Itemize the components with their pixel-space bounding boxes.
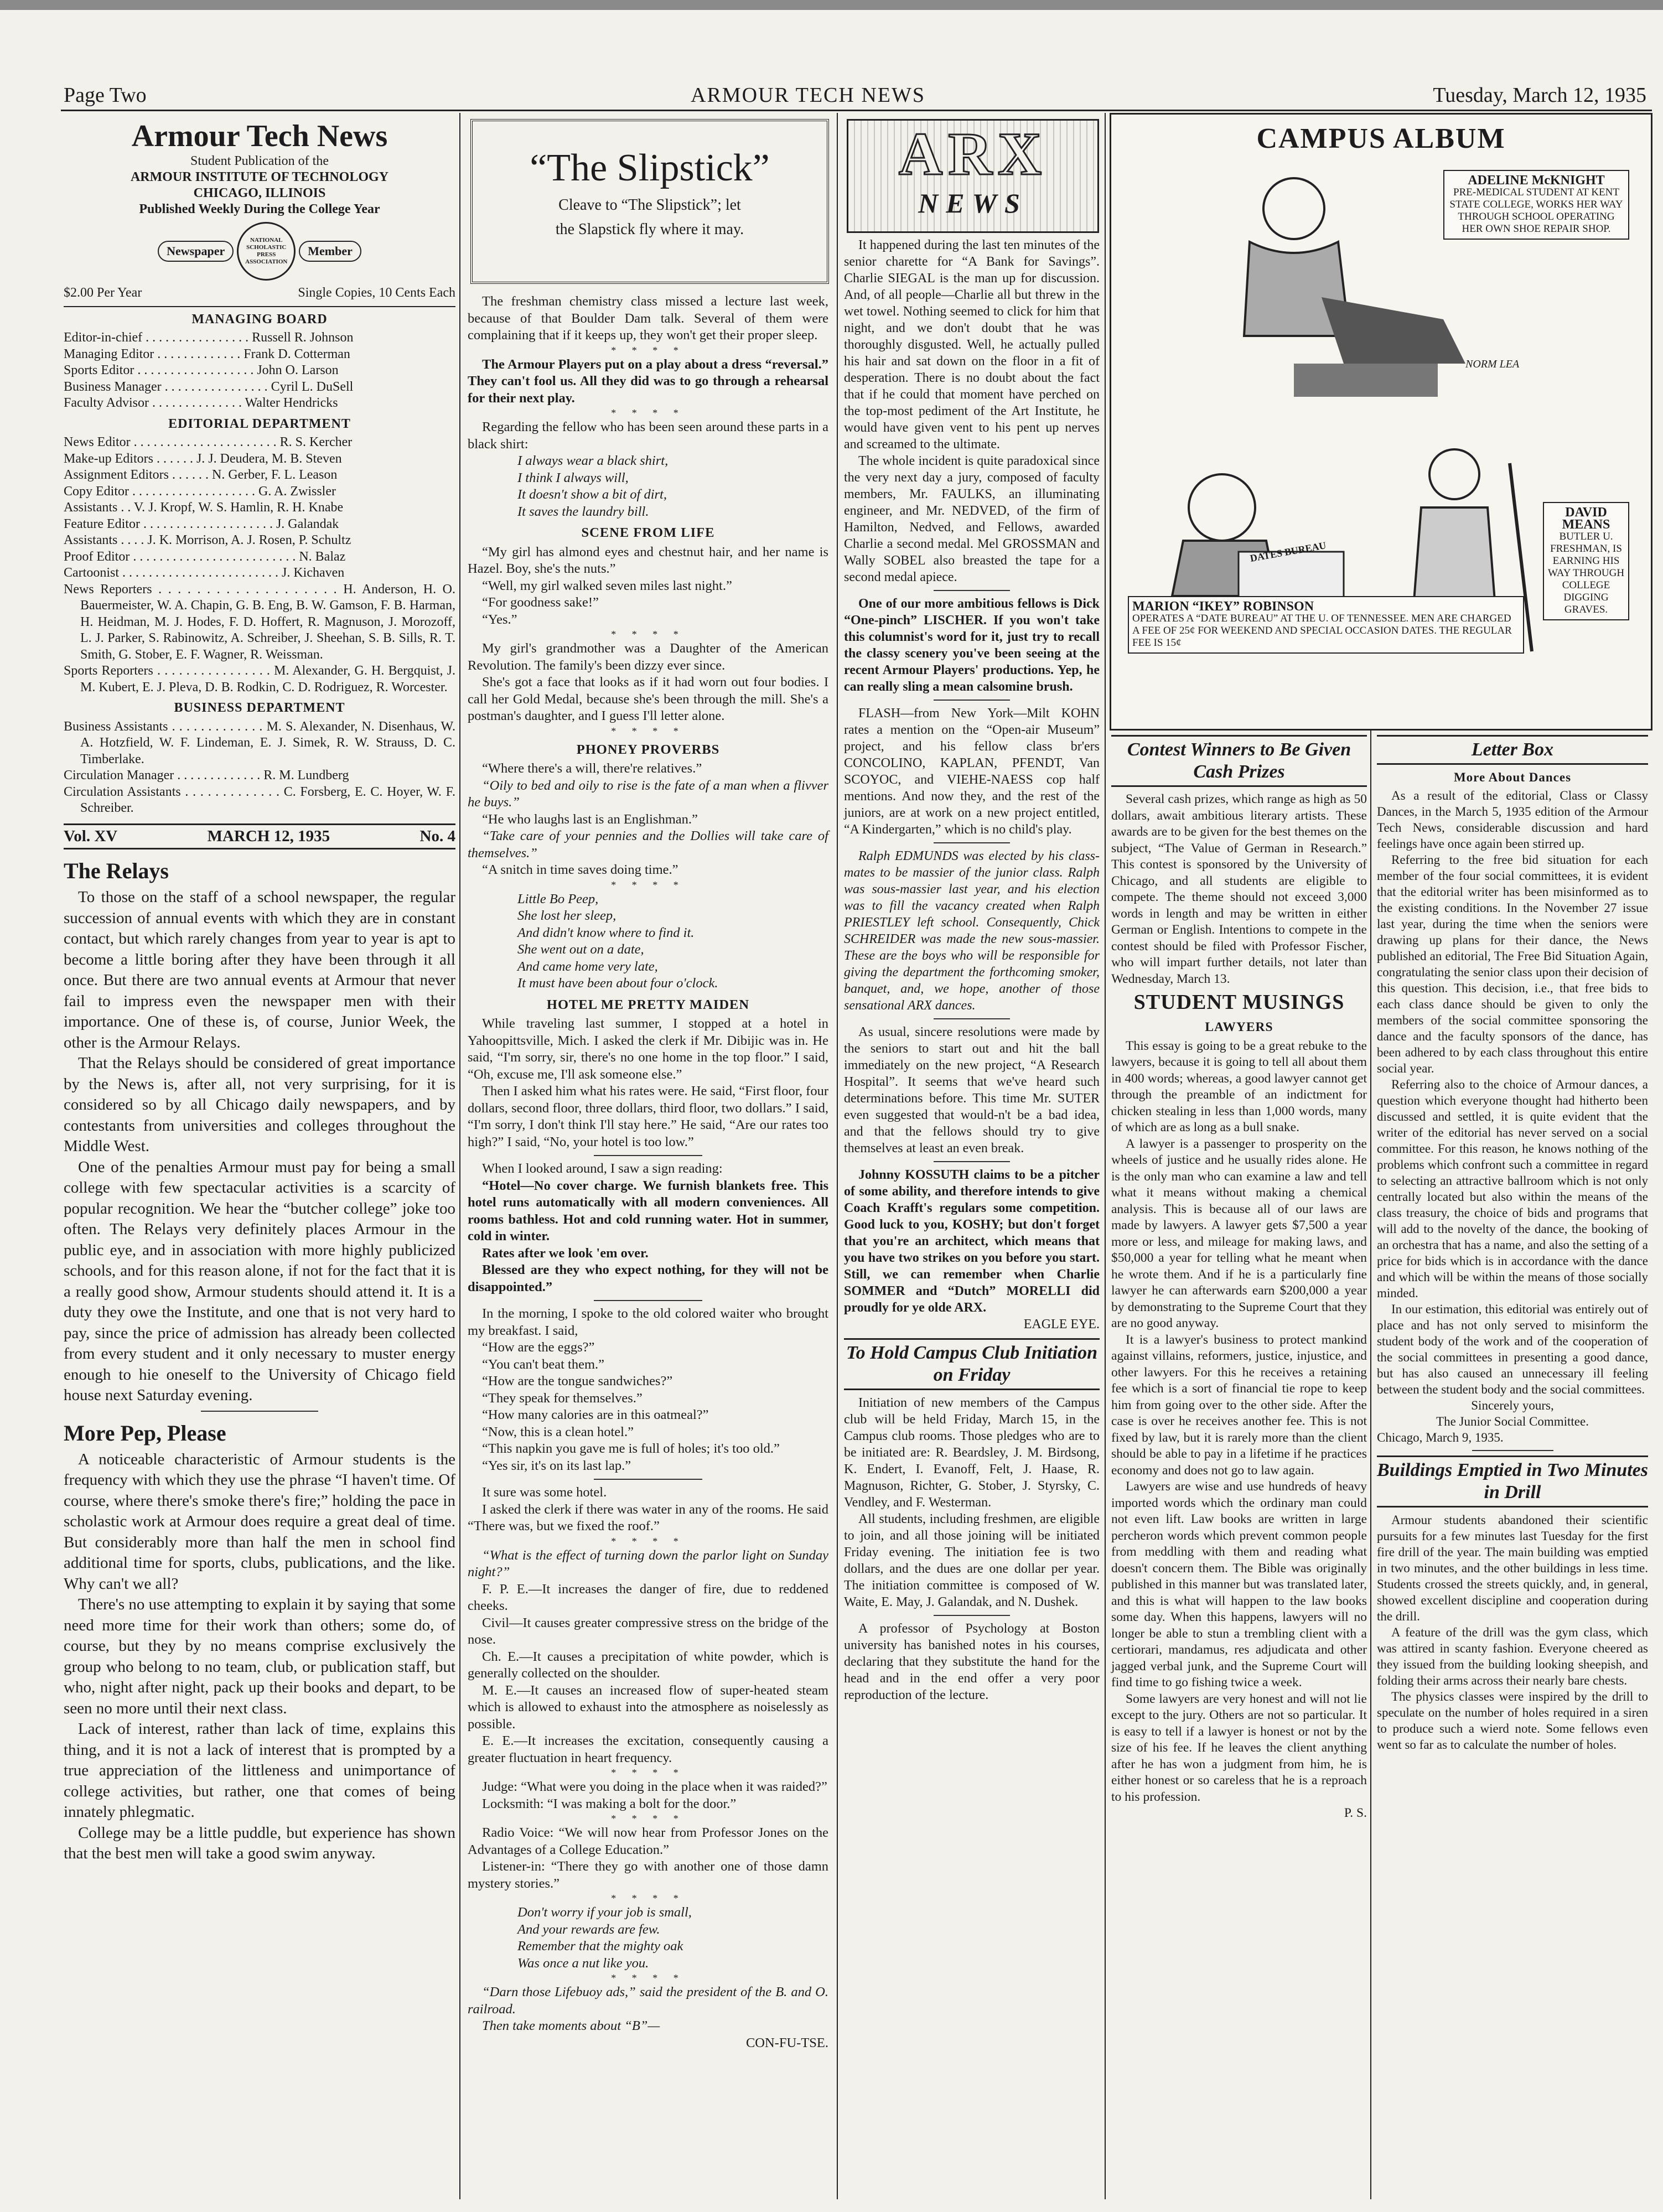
paragraph: “Yes sir, it's on its last lap.” <box>482 1458 631 1473</box>
arx-logo-subtext: NEWS <box>918 188 1028 219</box>
paragraph: Sincerely yours, <box>1471 1398 1554 1412</box>
paragraph: And didn't know where to find it. <box>517 925 695 940</box>
separator: * * * * <box>611 629 685 640</box>
paragraph: A noticeable characteristic of Armour students is the frequency with which they use the phrase “I haven't time. Of course, where there's smoke there's fire;” holding the pace in scholastic work at Armour does require a great deal of time. But considerably more than half the men in school find additional time for sports, clubs, publications, and the like. Why can't we all? <box>64 1450 455 1593</box>
article-headline: Letter Box <box>1377 735 1648 765</box>
column-rule <box>1370 731 1371 2199</box>
paragraph: It is a lawyer's business to protect mankind against villains, reformers, justice, injustice, and other lawyers. For this he receives a retaining fee which is a sort of financial tie rope to keep him from going over to the other side. After the case is over he receives another fee. This is not fixed by law, but it is rarely more than the client should be able to pay in a lifetime if he practices economy and does not go to law again. <box>1111 1332 1367 1478</box>
paragraph: Referring to the free bid situation for each member of the four social committees, it is evident that the editorial writer has been misinformed as to the existing conditions. In the November 27 issue last year, during the time when the seniors were drawing up plans for their dance, the News published an editorial, The Free Bid Situation Again, congratulating the senior class upon their decision of this question. This decision, i.e., that free bids to each class dance should be given to only the members of the social committee sponsoring the dance and the faculty sponsors of the dance, has been adhered to by each class throughout this entire social year. <box>1377 853 1648 1075</box>
column-5-content <box>1377 735 1648 1753</box>
slipstick-motto: the Slapstick fly where it may. <box>555 221 744 238</box>
byline: EAGLE EYE. <box>1023 1317 1100 1332</box>
separator: * * * * <box>611 725 685 737</box>
paragraph: Some lawyers are very honest and will not lie except to the jury. Others are not so particular. It is easy to tell if a lawyer is honest or not by the size of his fee. If he leaves the client anything after he has won a judgment from him, he is either honest or so careless that he is a reproach to his profession. <box>1111 1691 1367 1804</box>
staff-entry: Sports Reporters . . . . . . . . . . . . . . . . M. Alexander, G. H. Bergquist, J. M. Kubert, E. J. Pleva, D. B. Rodkin, C. D. Rodriguez, R. Worcester. <box>64 664 455 695</box>
paragraph: To those on the staff of a school newspaper, the regular succession of annual events with which they are in constant contact, but which rarely changes from year to year is apt to become a little boring after they have been through it all once. But there are two annual events at Armour that never fail to impress even the newspaper men with their importance. One of these is, of course, Junior Week, the other is the Armour Relays. <box>64 888 455 1051</box>
byline: P. S. <box>1344 1806 1367 1820</box>
campus-club-article <box>844 1338 1100 1703</box>
separator: * * * * <box>611 879 685 890</box>
paragraph: A lawyer is a passenger to prosperity on the wheels of justice and he usually rides alone. He is the only man who can examine a law and tell what it means without making a chemical analysis. This is because all of our laws are made by lawyers. A lawyer gets $7,500 a year more or less, and mileage for making laws, and $50,000 a year for telling what he meant when he wrote them. And if he is a particularly fine lawyer he can afterwards earn $200,000 a year by demonstrating to the Supreme Court that they are no good anyway. <box>1111 1136 1367 1330</box>
price-line <box>64 285 455 307</box>
seal-icon: NATIONAL SCHOLASTIC PRESS ASSOCIATION <box>237 222 296 281</box>
paragraph: “Well, my girl walked seven miles last night.” <box>482 578 732 593</box>
divider <box>594 1300 702 1301</box>
paragraph: There's no use attempting to explain it by saying that some need more time for their work than others; some do, of course, but they by no means comprise exclusively the group who belong to no team, club, or publication staff, but who, night after night, pack up their books and depart, to be seen no more until their next class. <box>64 1595 455 1717</box>
paragraph: Armour students abandoned their scientific pursuits for a few minutes last Tuesday for the first fire drill of the year. The main building was emptied in two minutes, and the other buildings in less time. Students crossed the streets quickly, and, in general, showed excellent discipline and cooperation during the drill. <box>1377 1513 1648 1623</box>
paragraph: Lack of interest, rather than lack of time, explains this thing, and it is not a lack of interest that is prompted by a true appreciation of the littleness and unimportance of college activities, but rather, one that comes of being innately phlegmatic. <box>64 1720 455 1821</box>
section-heading: PHONEY PROVERBS <box>576 742 720 757</box>
article-headline: The Relays <box>64 858 169 883</box>
paragraph: M. E.—It causes an increased flow of super-heated steam which is allowed to exhaust into the atmosphere as noiselessly as possible. <box>468 1682 828 1732</box>
separator: * * * * <box>611 1893 685 1904</box>
staff-entry: Editor-in-chief . . . . . . . . . . . . . . . . Russell R. Johnson <box>64 330 354 345</box>
article-headline: To Hold Campus Club Initiation on Friday <box>844 1338 1100 1390</box>
separator: * * * * <box>611 1535 685 1547</box>
paragraph: In the morning, I spoke to the old colored waiter who brought my breakfast. I said, <box>468 1306 828 1338</box>
paragraph: “Hotel—No cover charge. We furnish blankets free. This hotel runs automatically with all modern conveniences. All rooms bathless. Hot and cold running water. Hot in summer, cold in winter. <box>468 1178 828 1244</box>
paragraph: “How many calories are in this oatmeal?” <box>482 1407 709 1422</box>
paragraph: “This napkin you gave me is full of holes; it's too old.” <box>482 1441 780 1456</box>
section-heading: LAWYERS <box>1205 1020 1273 1034</box>
divider <box>934 842 1011 843</box>
staff-entry: Circulation Manager . . . . . . . . . . . . . R. M. Lundberg <box>64 768 349 783</box>
caption-adeline-mcknight <box>1443 170 1629 240</box>
paragraph: I always wear a black shirt, <box>517 453 669 468</box>
paragraph: She went out on a date, <box>517 942 644 957</box>
staff-entry: Assistants . . V. J. Kropf, W. S. Hamlin, R. H. Knabe <box>64 500 344 515</box>
paragraph: Ralph EDMUNDS was elected by his class-mates to be massier of the junior class. Ralph was sous-massier last year, and his election was to fill the vacancy created when Ralph PRIESTLEY left school. Consequently, Chick SCHREIDER was made the new sous-massier. These are the boys who will be responsible for giving the department the forthcoming smoker, banquet, and, we hope, another of those sensational ARX dances. <box>844 849 1100 1013</box>
paragraph: Listener-in: “There they go with another one of those damn mystery stories.” <box>468 1859 828 1891</box>
staff-entry: Proof Editor . . . . . . . . . . . . . . . . . . . . . . . . . N. Balaz <box>64 549 346 564</box>
caption-david-means <box>1543 502 1629 620</box>
scan-edge <box>0 0 1663 10</box>
paragraph: Several cash prizes, which range as high as 50 dollars, await ambitious literary artists. These awards are to be given for the best themes on the subject, “The Value of German in Research.” This contest is sponsored by the University of Chicago, and all students are eligible to compete. The theme should not exceed 3,000 words in length and may be written in either German or English. Intentions to compete in the contest should be filed with Professor Fischer, who will impart further details, not later than Wednesday, March 13. <box>1111 792 1367 986</box>
city: CHICAGO, ILLINOIS <box>193 186 326 200</box>
arx-column <box>844 237 1100 1333</box>
separator: * * * * <box>611 344 685 356</box>
campus-album <box>1110 113 1652 731</box>
paragraph: The freshman chemistry class missed a lecture last week, because of that Boulder Dam talk. Several of them were complaining that if it keeps up, they won't get their proper sleep. <box>468 294 828 343</box>
column-5 <box>1377 732 1648 1753</box>
column-1 <box>64 119 455 1864</box>
divider <box>934 1161 1011 1162</box>
staff-entry: Feature Editor . . . . . . . . . . . . . . . . . . . . J. Galandak <box>64 516 339 531</box>
paragraph: It must have been about four o'clock. <box>517 976 718 991</box>
caption-marion-robinson <box>1128 596 1524 654</box>
section-heading: BUSINESS DEPARTMENT <box>174 701 345 715</box>
paragraph: “Now, this is a clean hotel.” <box>482 1424 634 1439</box>
paragraph: “A snitch in time saves doing time.” <box>482 862 678 877</box>
paragraph: The whole incident is quite paradoxical since the very next day a jury, composed of faculty members, Mr. FAULKS, an illuminating engineer, and Mr. NEDVED, of the firm of Hamilton, Nedved, and Fellows, awarded Charlie a second medal. Mel GROSSMAN and Wally SOBEL also breasted the tape for a second medal apiece. <box>844 454 1100 584</box>
paragraph: A feature of the drill was the gym class, which was attired in scanty fashion. Everyone cheered as they issued from the building looking sheepish, and folding their arms across their nearly bare chests. <box>1377 1625 1648 1687</box>
paragraph: One of our more ambitious fellows is Dick “One-pinch” LISCHER. If you won't take this columnist's word for it, just try to recall the classy scenery you've been seeing at the recent Armour Players' productions. Yep, he can really sling a mean calsomine brush. <box>844 597 1100 694</box>
paragraph: Remember that the mighty oak <box>517 1939 683 1954</box>
divider <box>201 1411 318 1412</box>
divider <box>934 590 1011 591</box>
issue-date: Tuesday, March 12, 1935 <box>1433 84 1646 107</box>
dates-bureau-sign: DATES BUREAU <box>1249 540 1327 564</box>
paragraph: “They speak for themselves.” <box>482 1390 643 1406</box>
page-number: Page Two <box>64 84 147 107</box>
artist-signature: NORM LEA <box>1465 358 1520 370</box>
staff-entry: Managing Editor . . . . . . . . . . . . . Frank D. Cotterman <box>64 346 350 361</box>
staff-entry: Business Manager . . . . . . . . . . . . . . . . Cyril L. DuSell <box>64 379 354 394</box>
paragraph: “Oily to bed and oily to rise is the fate of a man when a flivver he buys.” <box>468 778 828 810</box>
issue-number: No. 4 <box>419 827 455 845</box>
divider <box>1472 1450 1553 1451</box>
paragraph: Locksmith: “I was making a bolt for the door.” <box>482 1796 737 1811</box>
paragraph: I think I always will, <box>517 470 629 485</box>
caption-text: BUTLER U. FRESHMAN, IS EARNING HIS WAY THROUGH COLLEGE DIGGING GRAVES. <box>1547 531 1625 615</box>
paragraph: “My girl has almond eyes and chestnut hair, and her name is Hazel. Boy, she's the nuts.” <box>468 544 828 576</box>
divider <box>934 1615 1011 1616</box>
paragraph: Ch. E.—It causes a precipitation of white powder, which is generally collected on the shoulder. <box>468 1649 828 1681</box>
badge-left: Newspaper <box>158 241 234 262</box>
paragraph: That the Relays should be considered of great importance by the News is, after all, not very surprising, for it is considered so by all Chicago daily newspapers, and by contestants from universities and colleges throughout the Middle West. <box>64 1054 455 1155</box>
column-4 <box>1111 732 1367 1822</box>
paragraph: Initiation of new members of the Campus club will be held Friday, March 15, in the Campus club rooms. Those pledges who are to be initiated are: R. Beardsley, J. M. Birdsong, K. Endert, I. Evanoff, Felt, J. Haase, R. Magnuson, Richter, G. Stober, J. Styrsky, C. Vendley, and F. Westerman. <box>844 1396 1100 1510</box>
paragraph: Referring also to the choice of Armour dances, a question which everyone thought had hitherto been discussed and settled, it is quite evident that the writer of the editorial has never served on a social committee. For this reason, he knows nothing of the problems which confront such a committee in regard to selecting an attractive ballroom which is not only centrally located but also within the means of the class treasury, the choice of bids and programs that will add to the novelty of the dance, the booking of an orchestra that has a name, and also the setting of a price for bids which is in accordance with the dance and which will be within the means of those socially minded. <box>1377 1077 1648 1300</box>
slipstick-header-box <box>470 119 829 284</box>
paragraph: It saves the laundry bill. <box>517 504 649 519</box>
section-heading: HOTEL ME PRETTY MAIDEN <box>546 997 750 1012</box>
paragraph: Lawyers are wise and use hundreds of heavy imported words which the ordinary man could not even lift. Law books are written in large percheron words which prevent common people from meddling with them and reading what doesn't concern them. The Bible was originally published in this manner but was translated later, and this is what will happen to the law books some day. When this happens, lawyers will no longer be able to stun a trembling client with a certiorari, mandamus, res adjudicata and other jagged verbal junk, and the Supreme Court will find time to go fishing twice a week. <box>1111 1479 1367 1690</box>
divider <box>594 1479 702 1480</box>
separator: * * * * <box>611 1767 685 1778</box>
paragraph: “For goodness sake!” <box>482 595 599 610</box>
article-headline: More Pep, Please <box>64 1420 226 1446</box>
staff-entry: Assignment Editors . . . . . . N. Gerber, F. L. Leason <box>64 468 338 482</box>
paragraph: “How are the tongue sandwiches?” <box>482 1374 673 1389</box>
paragraph: The Armour Players put on a play about a dress “reversal.” They can't fool us. All they did was to go through a rehearsal for their next play. <box>468 356 828 406</box>
slipstick-column <box>468 293 828 2052</box>
paragraph: E. E.—It increases the excitation, consequently causing a greater fluctuation in heart frequency. <box>468 1733 828 1765</box>
paragraph: “He who laughs last is an Englishman.” <box>482 811 698 827</box>
staff-entry: Copy Editor . . . . . . . . . . . . . . . . . . . G. A. Zwissler <box>64 484 336 499</box>
paragraph: “How are the eggs?” <box>482 1340 595 1355</box>
paragraph: She lost her sleep, <box>517 908 616 923</box>
paragraph: Rates after we look 'em over. <box>482 1245 649 1261</box>
staff-entry: Cartoonist . . . . . . . . . . . . . . . . . . . . . . . . J. Kichaven <box>64 566 345 580</box>
masthead-title: Armour Tech News <box>131 119 388 153</box>
separator: * * * * <box>611 1813 685 1824</box>
newspaper-title: ARMOUR TECH NEWS <box>691 84 925 107</box>
masthead-subtitle: Student Publication of the <box>190 154 329 168</box>
caption-name: MARION “IKEY” ROBINSON <box>1132 599 1314 614</box>
paragraph: Then I asked him what his rates were. He said, “First floor, four dollars, second floor, three dollars, third floor, two dollars.” I said, “I'm sorry, I don't think I'll stay here.” He said, “Are our rates too high?” I said, “No, your hotel is too low.” <box>468 1084 828 1149</box>
caption-text: PRE-MEDICAL STUDENT AT KENT STATE COLLEGE, WORKS HER WAY THROUGH SCHOOL OPERATING HER OWN SHOE REPAIR SHOP. <box>1449 187 1623 235</box>
paragraph: Don't worry if your job is small, <box>517 1905 692 1920</box>
section-banner: STUDENT MUSINGS <box>1133 991 1345 1014</box>
publication-schedule: Published Weekly During the College Year <box>139 202 380 216</box>
volume: Vol. XV <box>64 827 118 845</box>
arx-news-logo <box>847 119 1099 233</box>
press-association-badge <box>64 222 455 281</box>
arx-logo-text: ARX <box>898 120 1048 188</box>
divider <box>594 1155 702 1156</box>
paragraph: Radio Voice: “We will now hear from Professor Jones on the Advantages of a College Education.” <box>468 1825 828 1857</box>
separator: * * * * <box>611 1972 685 1983</box>
staff-entry: Make-up Editors . . . . . . J. J. Deudera, M. B. Steven <box>64 451 342 466</box>
single-price: Single Copies, 10 Cents Each <box>298 286 455 300</box>
paragraph: She's got a face that looks as if it had worn out four bodies. I call her Gold Medal, because she's been through the mill. She's a postman's daughter, and I guess I'll letter alone. <box>468 675 828 723</box>
column-rule <box>837 113 838 2199</box>
staff-entry: Faculty Advisor . . . . . . . . . . . . . . Walter Hendricks <box>64 396 338 410</box>
paragraph: A professor of Psychology at Boston university has banished notes in his courses, declaring that they substitute the hand for the head and in the end offer a very poor reproduction of the lecture. <box>844 1622 1100 1702</box>
paragraph: “Where there's a will, there're relatives.” <box>482 761 702 776</box>
divider <box>934 700 1011 701</box>
paragraph: Civil—It causes greater compressive stress on the bridge of the nose. <box>468 1615 828 1647</box>
campus-album-title: CAMPUS ALBUM <box>1256 123 1506 154</box>
yearly-price: $2.00 Per Year <box>64 286 142 300</box>
paragraph: FLASH—from New York—Milt KOHN rates a mention on the “Open-air Museum” project, and his fellow class br'ers CONCOLINO, KAPLAN, PFENDT, Van SCOYOC, and VIEHE-NAESS cop half mentions. And now they, and the rest of the juniors, are at work on a new project entitled, “A Kindergarten,” which is no child's play. <box>844 706 1100 837</box>
paragraph: Little Bo Peep, <box>517 891 599 906</box>
section-heading: MANAGING BOARD <box>191 312 328 327</box>
paragraph: One of the penalties Armour must pay for being a small college with few spectacular activities is a scarcity of popular recognition. We hear the “butcher college” joke too often. The Relays very definitely places Armour in the public eye, and in association with more highly publicized schools, and for this reason alone, if not for the fact that it is a really good show, Armour students should attend it. It is a duty they owe the Institute, and one that is not very hard to pay, since the price of admission has already been collected from every student and it only necessary to muster energy enough to hie oneself to the University of Chicago field house next Saturday evening. <box>64 1158 455 1404</box>
paragraph: As a result of the editorial, Class or Classy Dances, in the March 5, 1935 edition of the Armour Tech News, considerable discussion and hard feelings have once again been stirred up. <box>1377 789 1648 851</box>
caption-name: DAVID MEANS <box>1562 505 1610 532</box>
byline: CON-FU-TSE. <box>745 2035 828 2050</box>
paragraph: Judge: “What were you doing in the place when it was raided?” <box>482 1779 827 1794</box>
paragraph: As usual, sincere resolutions were made by the seniors to start out and hit the ball immediately on the new project, “A Research Hospital”. It seems that we've heard such determinations before. This time Mr. SUTER even suggested that would-n't be a bad idea, and that the fellows should try to give themselves at least an even break. <box>844 1025 1100 1156</box>
staff-entry: News Editor . . . . . . . . . . . . . . . . . . . . . . R. S. Kercher <box>64 435 353 449</box>
separator: * * * * <box>611 407 685 418</box>
slipstick-title: “The Slipstick” <box>530 147 770 189</box>
staff-entry: News Reporters . . . . . . . . . . . . . . . . . . . H. Anderson, H. O. Bauermeister, W. A. Chapin, G. B. Eng, B. W. Gamson, F. B. Harman, H. Heidman, M. J. Hodes, F. D. Hoffert, R. Magnuson, J. Morozoff, L. J. Parker, S. Rabinowitz, A. Schreiber, J. Sheehan, S. B. Sills, R. T. Smith, G. Stober, E. F. Wagner, R. Weissman. <box>64 582 455 662</box>
slipstick-motto: Cleave to “The Slipstick”; let <box>558 196 741 214</box>
volume-date: MARCH 12, 1935 <box>207 827 330 845</box>
paragraph: In our estimation, this editorial was entirely out of place and has not only served to misinform the student body of the work and of the cooperation of the social committees in presenting a good dance, but has also caused an unnecessary ill feeling between the student body and the social committees. <box>1377 1302 1648 1396</box>
paragraph: “Darn those Lifebuoy ads,” said the president of the B. and O. railroad. <box>468 1985 828 2017</box>
paragraph: “Take care of your pennies and the Dollies will take care of themselves.” <box>468 828 828 861</box>
masthead <box>64 119 455 307</box>
staff-box <box>64 312 455 817</box>
paragraph: It doesn't show a bit of dirt, <box>517 487 667 502</box>
institution-name: ARMOUR INSTITUTE OF TECHNOLOGY <box>130 170 389 184</box>
staff-entry: Business Assistants . . . . . . . . . . . . . M. S. Alexander, N. Disenhaus, W. A. Hotzfield, W. F. Lindeman, E. J. Simek, R. W. Strauss, D. C. Timberlake. <box>64 719 455 766</box>
caption-text: OPERATES A “DATE BUREAU” AT THE U. OF TENNESSEE. MEN ARE CHARGED A FEE OF 25¢ FOR WEEKEND AND SPECIAL OCCASION DATES. THE REGULAR FEE IS 15¢ <box>1132 613 1512 649</box>
editorials <box>64 858 455 1864</box>
article-headline: Contest Winners to Be Given Cash Prizes <box>1111 735 1367 787</box>
paragraph: Regarding the fellow who has been seen around these parts in a black shirt: <box>468 419 828 452</box>
paragraph: Was once a nut like you. <box>517 1955 649 1971</box>
section-heading: More About Dances <box>1453 770 1572 784</box>
paragraph: It sure was some hotel. <box>482 1485 607 1500</box>
divider <box>934 1018 1011 1019</box>
paragraph: It happened during the last ten minutes of the senior charette for “A Bank for Savings”. Charlie SIEGAL is the man up for discussion. And, of all people—Charlie all but threw in the wet towel. Nothing seemed to click for him that night, and we don't doubt that he was thoroughly disgusted. Well, he actually pulled his hair and sat down on the floor in a fit of desperation. There is no doubt about the fact that if he could that moment have perched on the top-most pediment of the Art Institute, he would have given vent to his pent up nerves and screamed to the ultimate. <box>844 238 1100 452</box>
paragraph: The Junior Social Committee. <box>1436 1415 1589 1428</box>
paragraph: “Yes.” <box>482 612 517 627</box>
paragraph: My girl's grandmother was a Daughter of the American Revolution. The family's been dizzy ever since. <box>468 641 828 673</box>
staff-entry: Circulation Assistants . . . . . . . . . . . . . C. Forsberg, E. C. Hoyer, W. F. Schreiber. <box>64 784 455 815</box>
paragraph: Chicago, March 9, 1935. <box>1377 1431 1504 1444</box>
column-3 <box>844 237 1100 1703</box>
paragraph: Johnny KOSSUTH claims to be a pitcher of some ability, and therefore intends to give Coach Krafft's regulars some competition. Good luck to you, KOSHY; but don't forget that you're an architect, which means that you have two strikes on you before you start. Still, we can remember when Charlie SOMMER and “Dutch” MORELLI did proudly for ye olde ARX. <box>844 1168 1100 1315</box>
section-heading: SCENE FROM LIFE <box>581 525 715 540</box>
paragraph: And your rewards are few. <box>517 1921 660 1937</box>
paragraph: Then take moments about “B”— <box>482 2018 660 2033</box>
paragraph: F. P. E.—It increases the danger of fire, due to reddened cheeks. <box>468 1581 828 1613</box>
staff-entry: Assistants . . . . J. K. Morrison, A. J. Rosen, P. Schultz <box>64 533 351 547</box>
paragraph: And came home very late, <box>517 959 658 974</box>
staff-entry: Sports Editor . . . . . . . . . . . . . . . . . . John O. Larson <box>64 363 339 377</box>
paragraph: “What is the effect of turning down the parlor light on Sunday night?” <box>468 1547 828 1579</box>
caption-name: ADELINE McKNIGHT <box>1468 173 1605 188</box>
paragraph: This essay is going to be a great rebuke to the lawyers, because it is going to tell all about them in 400 words; whereas, a good lawyer cannot get through the preamble of an indictment for chicken stealing in less than 1,000 words, many of which are as long as a bull snake. <box>1111 1038 1367 1135</box>
article-headline: Buildings Emptied in Two Minutes in Drill <box>1377 1455 1648 1508</box>
column-rule <box>459 113 460 2199</box>
volume-line <box>64 823 455 850</box>
column-4-content <box>1111 735 1367 1822</box>
column-rule <box>1105 113 1106 2199</box>
column-2 <box>468 293 828 2052</box>
paragraph: The physics classes were inspired by the drill to speculate on the number of holes required in a siren to produce such a wierd note. Some fellows even went so far as to calculate the number of holes. <box>1377 1690 1648 1752</box>
paragraph: College may be a little puddle, but experience has shown that the best men will take a good swim anyway. <box>64 1824 455 1862</box>
paragraph: I asked the clerk if there was water in any of the rooms. He said “There was, but we fixed the roof.” <box>468 1501 828 1534</box>
paragraph: When I looked around, I saw a sign reading: <box>482 1161 723 1176</box>
paragraph: While traveling last summer, I stopped at a hotel in Yahoopittsville, Mich. I asked the clerk if Mr. Dibijic was in. He said, “I'm sorry, sir, there's no one home in the top floor.” I said, “Oh, excuse me, I'll ask someone else.” <box>468 1016 828 1082</box>
paragraph: “You can't beat them.” <box>482 1356 605 1372</box>
header-rule <box>61 110 1652 111</box>
paragraph: Blessed are they who expect nothing, for they will not be disappointed.” <box>468 1262 828 1294</box>
section-heading: EDITORIAL DEPARTMENT <box>168 416 351 431</box>
paragraph: All students, including freshmen, are eligible to join, and all those joining will be initiated Friday evening. The initiation fee is two dollars, and the dues are one dollar per year. The initiation committee is composed of W. Waite, E. May, J. Galandak, and N. Dushek. <box>844 1512 1100 1609</box>
badge-right: Member <box>299 241 361 262</box>
